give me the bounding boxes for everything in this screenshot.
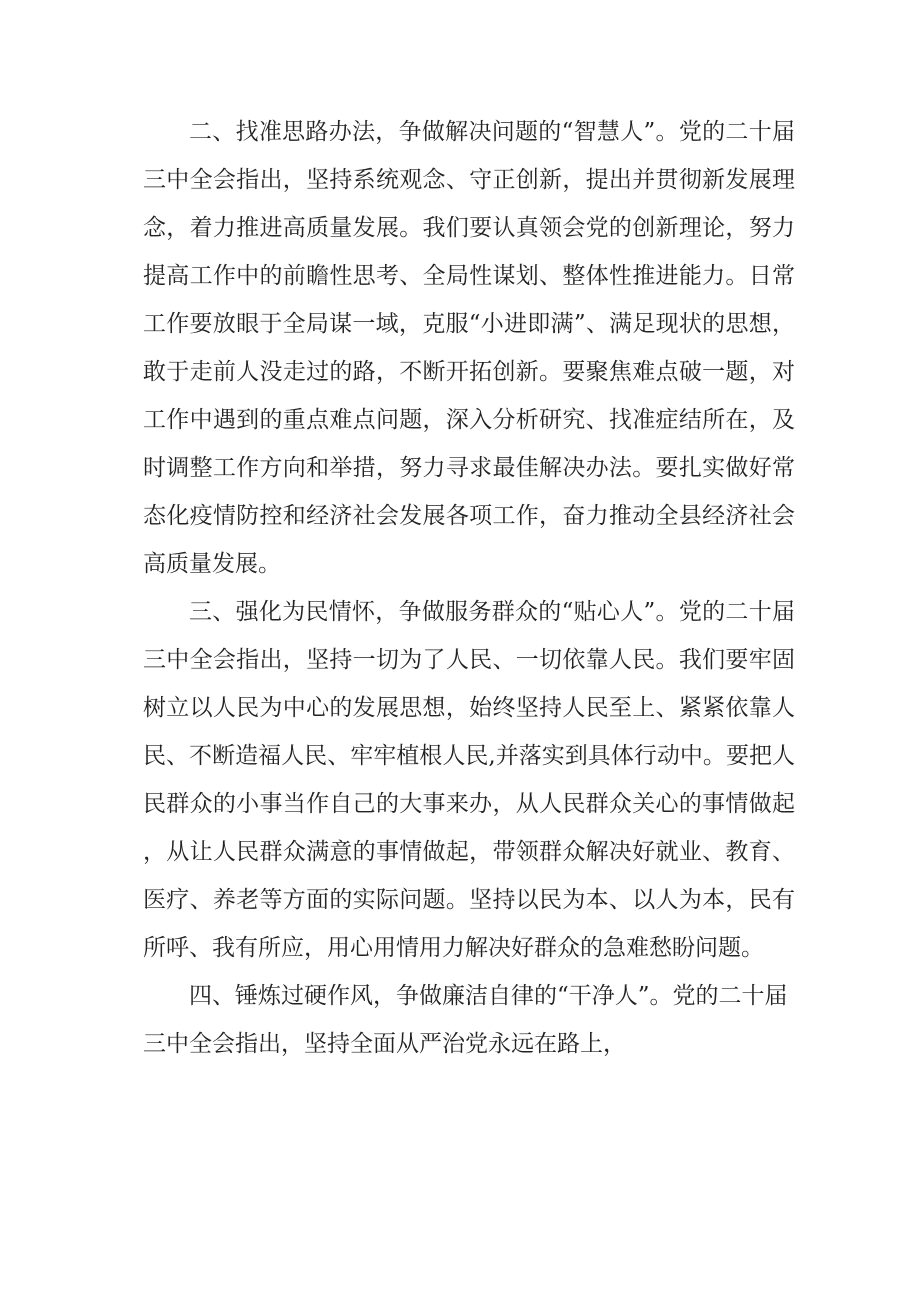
paragraph-section-two: 二、找准思路办法，争做解决问题的“智慧人”。党的二十届三中全会指出，坚持系统观念、守正创新，提出并贯彻新发展理念，着力推进高质量发展。我们要认真领会党的创新理论，努力提高工作中的前瞻性思考、全局性谋划、整体性推进能力。日常工作要放眼于全局谋一域，克服“小进即满”、满足现状的思想，敢于走前人没走过的路，不断开拓创新。要聚焦难点破一题，对工作中遇到的重点难点问题，深入分析研究、找准症结所在，及时调整工作方向和举措，努力寻求最佳解决办法。要扎实做好常态化疫情防控和经济社会发展各项工作，奋力推动全县经济社会高质量发展。 (143, 119, 795, 577)
document-body (143, 108, 795, 1068)
paragraph-section-three: 三、强化为民情怀，争做服务群众的“贴心人”。党的二十届三中全会指出，坚持一切为了人民、一切依靠人民。我们要牢固树立以人民为中心的发展思想，始终坚持人民至上、紧紧依靠人民、不断造福人民、牢牢植根人民,并落实到具体行动中。要把人民群众的小事当作自己的大事来办，从人民群众关心的事情做起，从让人民群众满意的事情做起，带领群众解决好就业、教育、医疗、养老等方面的实际问题。坚持以民为本、以人为本，民有所呼、我有所应，用心用情用力解决好群众的急难愁盼问题。 (143, 599, 795, 961)
paragraph-section-four: 四、锤炼过硬作风，争做廉洁自律的“干净人”。党的二十届三中全会指出，坚持全面从严治党永远在路上， (143, 983, 788, 1057)
